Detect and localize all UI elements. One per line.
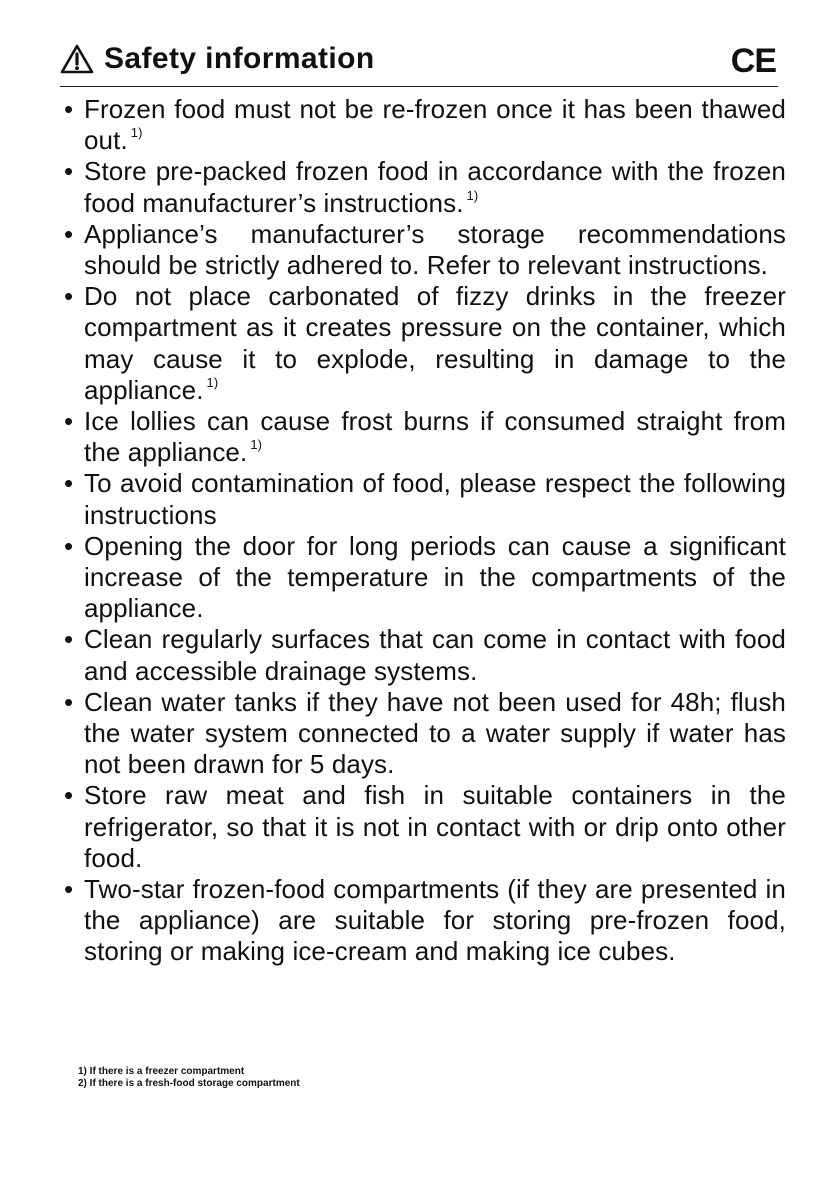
list-item <box>64 624 786 686</box>
footnote: 2) If there is a fresh-food storage compartment <box>78 1078 300 1089</box>
bullet-icon: • <box>64 780 74 811</box>
bullet-icon: • <box>64 624 74 655</box>
bullet-icon: • <box>64 156 74 187</box>
list-item <box>64 281 786 406</box>
list-item <box>64 406 786 468</box>
list-item <box>64 780 786 874</box>
list-item <box>64 156 786 218</box>
item-text: Store pre-packed frozen food in accordance with the frozen food manufacturer’s instructions. <box>84 156 786 218</box>
list-item <box>64 687 786 781</box>
bullet-icon: • <box>64 94 74 124</box>
footnotes <box>78 1066 300 1090</box>
bullet-icon: • <box>64 874 74 905</box>
item-text: Ice lollies can cause frost burns if consumed straight from the appliance. <box>84 406 786 468</box>
page-header <box>60 40 778 87</box>
safety-list <box>64 94 786 968</box>
list-item <box>64 531 786 625</box>
list-item <box>64 219 786 281</box>
bullet-icon: • <box>64 406 74 437</box>
ce-mark-logo: CE <box>730 42 776 80</box>
item-text: Store raw meat and fish in suitable containers in the refrigerator, so that it is not in contact with or drip onto other food. <box>84 780 786 873</box>
item-text: Opening the door for long periods can cause a significant increase of the temperature in the compartments of the appliance. <box>84 530 786 624</box>
footnote-ref: 1) <box>130 125 143 141</box>
item-text: To avoid contamination of food, please respect the following instructions <box>84 468 786 530</box>
item-text: Appliance’s manufacturer’s storage recommendations should be strictly adhered to. Refer to relevant instructions. <box>84 218 786 281</box>
warning-triangle-icon <box>60 44 94 74</box>
footnote-ref: 1) <box>206 374 219 390</box>
page-title: Safety information <box>104 42 375 75</box>
bullet-icon: • <box>64 218 74 249</box>
bullet-icon: • <box>64 281 74 312</box>
list-item <box>64 94 786 156</box>
item-text: Clean water tanks if they have not been used for 48h; flush the water system connected to a water supply if water has not been drawn for 5 days. <box>84 686 786 780</box>
item-text: Two-star frozen-food compartments (if they are presented in the appliance) are suitable for storing pre-frozen food, storing or making ice-cream and making ice cubes. <box>84 874 786 967</box>
footnote-ref: 1) <box>250 437 263 453</box>
bullet-icon: • <box>64 468 74 499</box>
item-text: Do not place carbonated of fizzy drinks in the freezer compartment as it creates pressure on the container, which may cause it to explode, resulting in damage to the appliance. <box>84 281 786 405</box>
list-item <box>64 874 786 968</box>
footnote: 1) If there is a freezer compartment <box>78 1066 245 1077</box>
footnote-ref: 1) <box>466 187 479 203</box>
item-text: Frozen food must not be re-frozen once it has been thawed out. <box>84 94 786 156</box>
bullet-icon: • <box>64 530 74 561</box>
list-item <box>64 468 786 530</box>
bullet-icon: • <box>64 686 74 717</box>
item-text: Clean regularly surfaces that can come in contact with food and accessible drainage systems. <box>84 624 786 686</box>
